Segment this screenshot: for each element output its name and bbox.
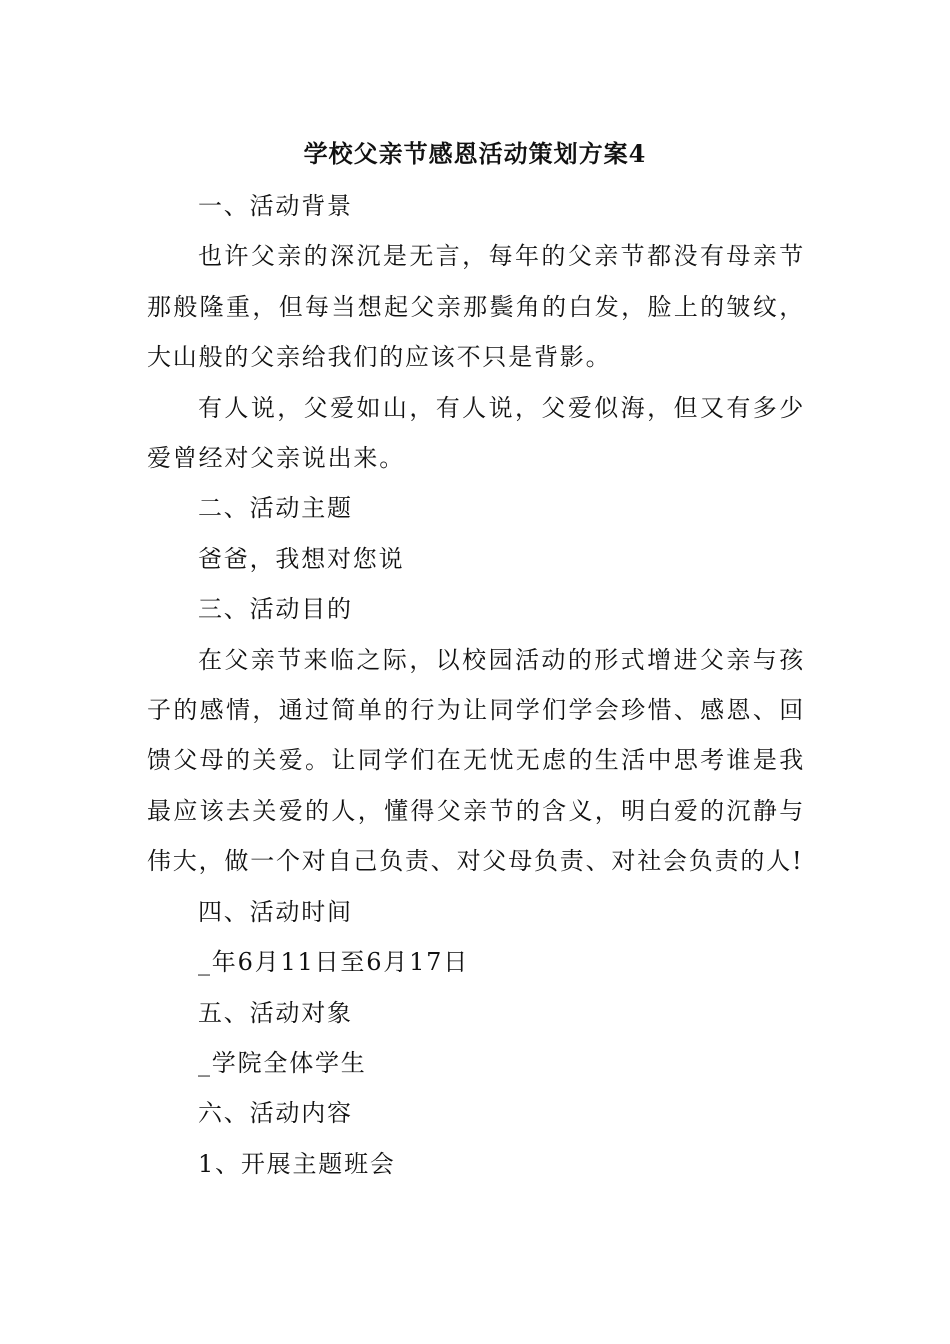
document-title: 学校父亲节感恩活动策划方案4 <box>303 139 647 168</box>
section-heading-background: 一、活动背景 <box>198 192 353 220</box>
content-item-1: 1、开展主题班会 <box>198 1149 396 1178</box>
background-paragraph-2: 有人说，父爱如山，有人说，父爱似海，但又有多少爱曾经对父亲说出来。 <box>147 393 805 473</box>
background-paragraph-1: 也许父亲的深沉是无言，每年的父亲节都没有母亲节那般隆重，但每当想起父亲那鬓角的白发，脸上的皱纹，大山般的父亲给我们的应该不只是背影。 <box>147 242 805 372</box>
document-body <box>147 181 805 1189</box>
theme-paragraph: 爸爸，我想对您说 <box>198 544 405 573</box>
time-paragraph: _年6月11日至6月17日 <box>198 948 470 977</box>
section-heading-time: 四、活动时间 <box>198 897 353 926</box>
section-heading-theme: 二、活动主题 <box>198 494 353 523</box>
purpose-paragraph: 在父亲节来临之际，以校园活动的形式增进父亲与孩子的感情，通过简单的行为让同学们学会珍惜、感恩、回馈父母的关爱。让同学们在无忧无虑的生活中思考谁是我最应该去关爱的人，懂得父亲节的含义，明白爱的沉静与伟大，做一个对自己负责、对父母负责、对社会负责的人! <box>147 645 805 876</box>
section-heading-content: 六、活动内容 <box>198 1099 353 1128</box>
section-heading-purpose: 三、活动目的 <box>198 595 353 624</box>
audience-paragraph: _学院全体学生 <box>198 1048 367 1077</box>
section-heading-audience: 五、活动对象 <box>198 998 353 1027</box>
